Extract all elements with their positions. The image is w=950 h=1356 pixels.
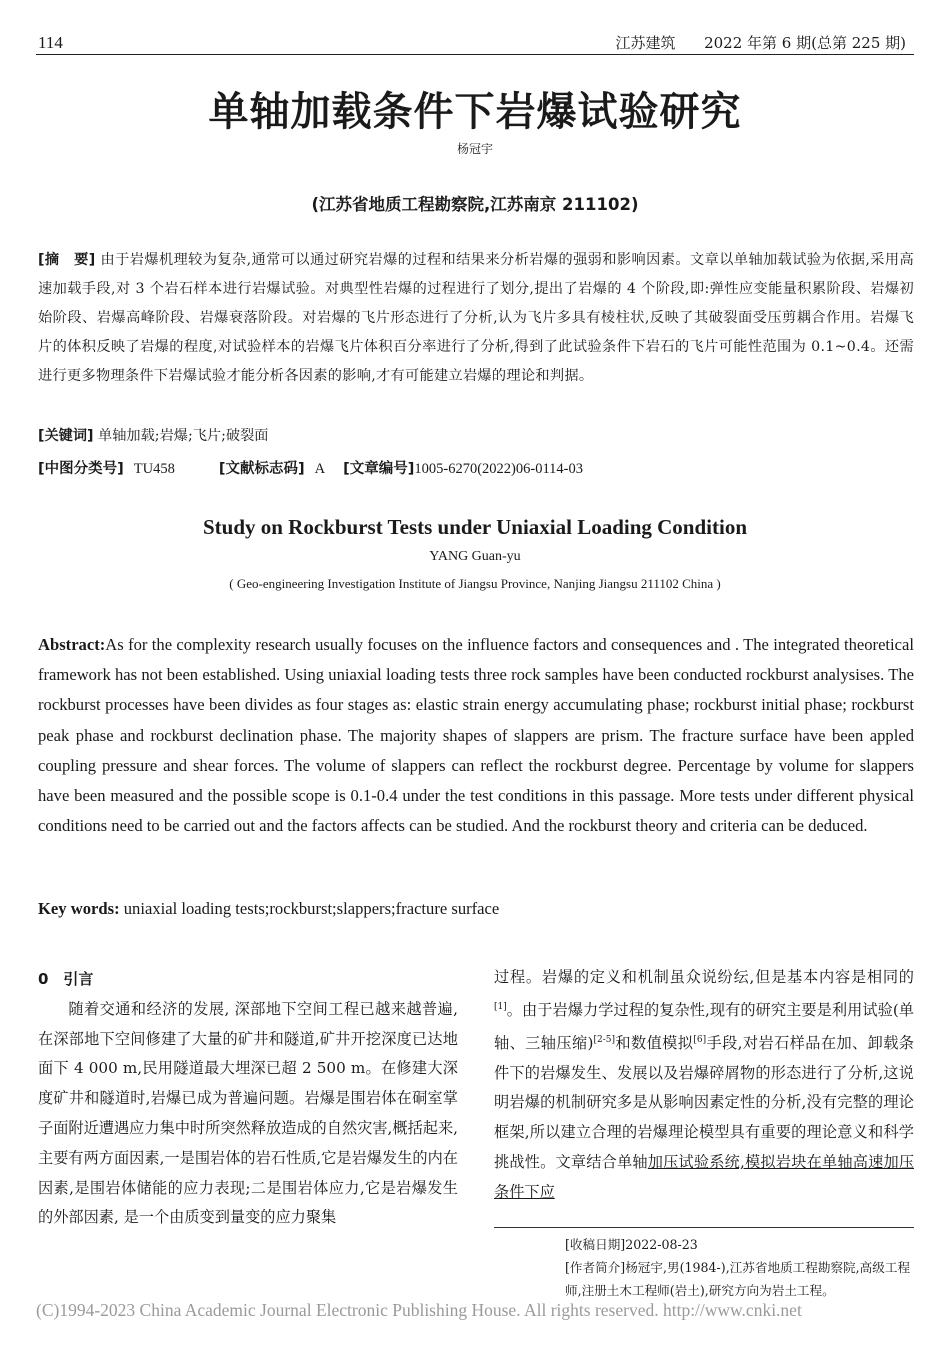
- classification-line: [38, 457, 593, 478]
- citation-1: [1]: [494, 1001, 507, 1012]
- keywords-cn: [38, 425, 268, 445]
- body-left-column: [38, 965, 458, 1233]
- author-name: 杨冠宇: [456, 142, 493, 156]
- author-bio-label: [作者简介]: [565, 1260, 626, 1275]
- article-number-value: 1005-6270(2022)06-0114-03: [414, 461, 583, 477]
- intro-text-e: 加压试验系统,模拟岩块在单轴高速加压条件下应: [494, 1152, 915, 1201]
- abstract-cn: [38, 246, 914, 391]
- keywords-en-label: Key words: [38, 899, 115, 918]
- author-affiliation: (江苏省地质工程勘察院,江苏南京 211102): [311, 195, 639, 214]
- section-heading: 0 引言: [38, 970, 94, 988]
- intro-paragraph-left: 随着交通和经济的发展, 深部地下空间工程已越来越普遍, 在深部地下空间修建了大量的矿井和隧道,矿井开挖深度已达地面下 4 000 m,民用隧道最大埋深已超 2 500 m。在修建大深度矿井和隧道时,岩爆已成为普遍问题。岩爆是围岩体在硐室掌子面附近遭遇应力集中时所突然释放造成的自然灾害,概括起来,主要有两方面因素,一是围岩体的岩石性质,它是岩爆发生的内在因素,是围岩体储能的应力表现;二是围岩体应力,它是岩爆发生的外部因素, 是一个由质变到量变的应力聚集: [38, 999, 458, 1227]
- journal-issue: 2022 年第 6 期(总第 225 期): [704, 34, 906, 52]
- citation-6: [6]: [693, 1034, 707, 1045]
- intro-text-b: 。由于岩爆力学过程的复杂性,现有的研究主要是利用试验(单轴、三轴压缩): [494, 1000, 914, 1052]
- received-date: 2022-08-23: [625, 1237, 698, 1252]
- paper-title: 单轴加载条件下岩爆试验研究: [208, 88, 742, 135]
- footnote: [565, 1233, 925, 1302]
- received-label: [收稿日期]: [565, 1237, 626, 1252]
- keywords-en: Key words: uniaxial loading tests;rockburst;slappers;fracture surface: [38, 899, 500, 918]
- abstract-en-label: Abstract: [38, 635, 100, 654]
- intro-text-a: 过程。岩爆的定义和机制虽众说纷纭,但是基本内容是相同的: [494, 968, 914, 986]
- english-author: YANG Guan-yu: [429, 549, 521, 564]
- intro-text-d: 手段,对岩石样品在加、卸载条件下的岩爆发生、发展以及岩爆碎屑物的形态进行了分析,这说明岩爆的机制研究多是从影响因素定性的分析,没有完整的理论框架,所以建立合理的岩爆理论模型具有重要的理论意义和科学挑战性。文章结合单轴: [494, 1033, 914, 1171]
- clc-label: [中图分类号]: [38, 461, 124, 477]
- header-rule: [36, 54, 914, 55]
- abstract-en: Abstract:As for the complexity research usually focuses on the influence factors and consequences and . The integrated theoretical framework has not been established. Using uniaxial loading tests three rock samples have been conducted rockburst analysises. The rockburst processes have been divides as four stages as: elastic strain energy accumulating phase; rockburst initial phase; rockburst peak phase and rockburst declination phase. The majority shapes of slappers are prism. The fracture surface have been appled coupling pressure and shear forces. The volume of slappers can reflect the rockburst degree. Percentage by volume for slappers have been measured and the possible scope is 0.1-0.4 under the test conditions in this passage. More tests under different physical conditions need to be carried out and the factors affects can be studied. And the rockburst theory and criteria can be deduced.: [38, 635, 914, 836]
- copyright-watermark: (C)1994-2023 China Academic Journal Electronic Publishing House. All rights reserved. http://www.cnki.net: [36, 1300, 802, 1320]
- english-title: Study on Rockburst Tests under Uniaxial Loading Condition: [202, 515, 748, 539]
- doc-code-value: A: [314, 461, 326, 477]
- abstract-cn-label: [摘 要]: [38, 252, 96, 268]
- journal-name: 江苏建筑: [615, 34, 676, 52]
- citation-2-5: [2-5]: [593, 1034, 615, 1045]
- clc-value: TU458: [133, 461, 175, 477]
- english-affiliation: ( Geo-engineering Investigation Institute of Jiangsu Province, Nanjing Jiangsu 211102 China ): [229, 576, 721, 591]
- author-bio: 杨冠宇,男(1984-),江苏省地质工程勘察院,高级工程师,注册土木工程师(岩土),研究方向为岩土工程。: [565, 1260, 911, 1298]
- abstract-cn-text: 由于岩爆机理较为复杂,通常可以通过研究岩爆的过程和结果来分析岩爆的强弱和影响因素。文章以单轴加载试验为依据,采用高速加载手段,对 3 个岩石样本进行岩爆试验。对典型性岩爆的过程进行了划分,提出了岩爆的 4 个阶段,即:弹性应变能量积累阶段、岩爆初始阶段、岩爆高峰阶段、岩爆衰落阶段。对岩爆的飞片形态进行了分析,认为飞片多具有棱柱状,反映了其破裂面受压剪耦合作用。岩爆飞片的体积反映了岩爆的程度,对试验样本的岩爆飞片体积百分率进行了分析,得到了此试验条件下岩石的飞片可能性范围为 0.1~0.4。还需进行更多物理条件下岩爆试验才能分析各因素的影响,才有可能建立岩爆的理论和判据。: [38, 252, 915, 384]
- body-right-column: [494, 963, 914, 1208]
- keywords-cn-text: 单轴加载;岩爆;飞片;破裂面: [98, 428, 269, 444]
- intro-text-c: 和数值模拟: [614, 1033, 694, 1052]
- footnote-rule: [494, 1227, 914, 1228]
- article-number-label: [文章编号]: [343, 461, 415, 477]
- keywords-en-text: uniaxial loading tests;rockburst;slappers;fracture surface: [123, 899, 500, 918]
- journal-header: [615, 32, 906, 53]
- keywords-cn-label: [关键词]: [38, 428, 94, 444]
- page-number: 114: [38, 33, 63, 52]
- abstract-en-text: As for the complexity research usually focuses on the influence factors and consequences and . The integrated theoretical framework has not been established. Using uniaxial loading tests three rock samples have been conducted rockburst analysises. The rockburst processes have been divides as four stages as: elastic strain energy accumulating phase; rockburst initial phase; rockburst peak phase and rockburst declination phase. The majority shapes of slappers are prism. The fracture surface have been appled coupling pressure and shear forces. The volume of slappers can reflect the rockburst degree. Percentage by volume for slappers have been measured and the possible scope is 0.1-0.4 under the test conditions in this passage. More tests under different physical conditions need to be carried out and the factors affects can be studied. And the rockburst theory and criteria can be deduced.: [38, 635, 914, 836]
- doc-code-label: [文献标志码]: [218, 461, 305, 477]
